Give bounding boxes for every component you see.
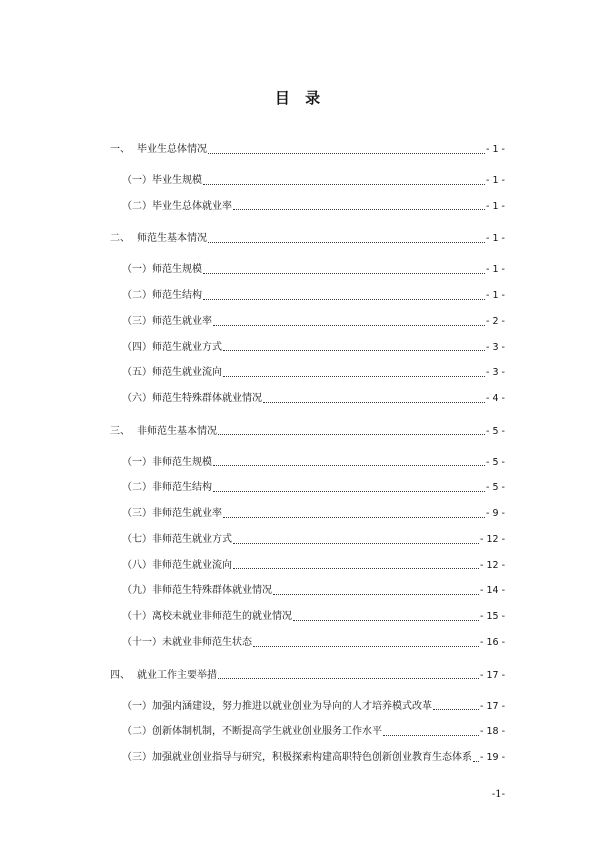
toc-entry-number: （二） xyxy=(122,290,152,302)
toc-entry-page-number: - 3 - xyxy=(486,341,505,353)
toc-entry-page-number: - 12 - xyxy=(480,559,505,571)
toc-entry-title: 师范生特殊群体就业情况 xyxy=(152,393,262,405)
dot-leader xyxy=(383,735,479,736)
toc-entry-number: （二） xyxy=(122,200,152,212)
dot-leader xyxy=(433,709,479,710)
toc-entry-page-number: - 3 - xyxy=(486,367,505,379)
toc-entry-page-number: - 1 - xyxy=(486,290,505,302)
toc-subsection-entry[interactable] xyxy=(110,450,505,476)
toc-subsection-entry[interactable] xyxy=(110,386,505,412)
toc-entry-title: 离校未就业非师范生的就业情况 xyxy=(152,611,292,623)
toc-section-entry[interactable] xyxy=(110,419,505,445)
toc-subsection-entry[interactable] xyxy=(110,360,505,386)
toc-entry-number: （二） xyxy=(122,726,152,738)
toc-entry-page-number: - 9 - xyxy=(486,508,505,520)
toc-entry-title: 非师范生就业方式 xyxy=(152,533,232,545)
toc-entry-page-number: - 4 - xyxy=(486,393,505,405)
toc-subsection-entry[interactable] xyxy=(110,719,505,745)
toc-entry-number: （七） xyxy=(122,533,152,545)
toc-entry-number: （十） xyxy=(122,611,152,623)
toc-subsection-entry[interactable] xyxy=(110,168,505,194)
toc-entry-number: 二、 xyxy=(110,233,130,245)
dot-leader xyxy=(273,594,479,595)
toc-subsection-entry[interactable] xyxy=(110,475,505,501)
dot-leader xyxy=(218,434,485,435)
toc-entry-number: 三、 xyxy=(110,425,130,437)
toc-subsection-entry[interactable] xyxy=(110,553,505,579)
toc-subsection-entry[interactable] xyxy=(110,194,505,220)
toc-entry-page-number: - 17 - xyxy=(480,669,505,681)
toc-entry-number: （六） xyxy=(122,393,152,405)
toc-entry-page-number: - 15 - xyxy=(480,611,505,623)
toc-entry-number: （一） xyxy=(122,174,152,186)
toc-entry-title: 非师范生规模 xyxy=(152,456,212,468)
toc-subsection-entry[interactable] xyxy=(110,283,505,309)
toc-entry-number: （五） xyxy=(122,367,152,379)
toc-entry-number: （一） xyxy=(122,456,152,468)
dot-leader xyxy=(263,402,485,403)
toc-entry-title: 非师范生就业流向 xyxy=(152,559,232,571)
toc-entry-number: （一） xyxy=(122,700,152,712)
toc-subsection-entry[interactable] xyxy=(110,501,505,527)
toc-entry-page-number: - 1 - xyxy=(486,174,505,186)
toc-entry-number: （三） xyxy=(122,752,152,764)
toc-subsection-entry[interactable] xyxy=(110,578,505,604)
toc-entry-title: 创新体制机制，不断提高学生就业创业服务工作水平 xyxy=(152,726,382,738)
toc-subsection-entry[interactable] xyxy=(110,694,505,720)
toc-entry-page-number: - 17 - xyxy=(480,700,505,712)
dot-leader xyxy=(203,273,485,274)
toc-subsection-entry[interactable] xyxy=(110,335,505,361)
dot-leader xyxy=(233,568,479,569)
toc-entry-page-number: - 1 - xyxy=(486,143,505,155)
dot-leader xyxy=(233,209,485,210)
toc-entry-page-number: - 1 - xyxy=(486,200,505,212)
toc-entry-title: 毕业生总体就业率 xyxy=(152,200,232,212)
toc-entry-page-number: - 14 - xyxy=(480,585,505,597)
toc-entry-title: 非师范生特殊群体就业情况 xyxy=(152,585,272,597)
toc-entry-number: （二） xyxy=(122,482,152,494)
toc-entry-page-number: - 16 - xyxy=(480,636,505,648)
dot-leader xyxy=(213,325,485,326)
toc-entry-page-number: - 5 - xyxy=(486,425,505,437)
dot-leader xyxy=(293,620,479,621)
toc-entry-title: 师范生就业率 xyxy=(152,315,212,327)
dot-leader xyxy=(208,153,485,154)
dot-leader xyxy=(208,242,485,243)
dot-leader xyxy=(473,761,479,762)
toc-entry-number: （十一） xyxy=(122,636,162,648)
toc-entry-title: 未就业非师范生状态 xyxy=(162,636,252,648)
toc-entry-number: （九） xyxy=(122,585,152,597)
toc-section-entry[interactable] xyxy=(110,137,505,163)
toc-entry-page-number: - 19 - xyxy=(480,752,505,764)
dot-leader xyxy=(223,376,485,377)
toc-entry-page-number: - 18 - xyxy=(480,726,505,738)
toc-entry-number: （四） xyxy=(122,341,152,353)
toc-entry-title: 加强内涵建设，努力推进以就业创业为导向的人才培养模式改革 xyxy=(152,700,432,712)
toc-entry-title: 师范生结构 xyxy=(152,290,202,302)
page-title: 目 录 xyxy=(274,89,326,107)
toc-subsection-entry[interactable] xyxy=(110,527,505,553)
toc-subsection-entry[interactable] xyxy=(110,745,505,771)
toc-entry-number: 一、 xyxy=(110,143,130,155)
toc-entry-title: 师范生规模 xyxy=(152,264,202,276)
toc-entry-title: 非师范生就业率 xyxy=(152,508,222,520)
toc-entry-number: （一） xyxy=(122,264,152,276)
dot-leader xyxy=(213,491,485,492)
toc-entry-page-number: - 1 - xyxy=(486,264,505,276)
toc-entry-page-number: - 5 - xyxy=(486,482,505,494)
dot-leader xyxy=(253,646,479,647)
dot-leader xyxy=(223,517,485,518)
toc-entry-number: （三） xyxy=(122,508,152,520)
toc-entry-title: 非师范生基本情况 xyxy=(137,425,217,437)
toc-entry-title: 毕业生总体情况 xyxy=(137,143,207,155)
toc-entry-number: 四、 xyxy=(110,669,130,681)
toc-subsection-entry[interactable] xyxy=(110,630,505,656)
footer-page-number: -1- xyxy=(491,789,505,800)
dot-leader xyxy=(203,184,485,185)
dot-leader xyxy=(233,543,479,544)
toc-entry-page-number: - 5 - xyxy=(486,456,505,468)
dot-leader xyxy=(203,299,485,300)
dot-leader xyxy=(223,350,485,351)
toc-entry-title: 师范生就业流向 xyxy=(152,367,222,379)
toc-subsection-entry[interactable] xyxy=(110,257,505,283)
toc-entry-title: 就业工作主要举措 xyxy=(137,669,217,681)
toc-entry-page-number: - 2 - xyxy=(486,315,505,327)
toc-entry-page-number: - 1 - xyxy=(486,233,505,245)
toc-entry-title: 毕业生规模 xyxy=(152,174,202,186)
toc-section-entry[interactable] xyxy=(110,226,505,252)
toc-entry-title: 非师范生结构 xyxy=(152,482,212,494)
toc-entry-number: （八） xyxy=(122,559,152,571)
toc-entry-title: 师范生基本情况 xyxy=(137,233,207,245)
toc-entry-number: （三） xyxy=(122,315,152,327)
toc-section-entry[interactable] xyxy=(110,663,505,689)
toc-entry-page-number: - 12 - xyxy=(480,533,505,545)
toc-subsection-entry[interactable] xyxy=(110,309,505,335)
toc-entry-title: 师范生就业方式 xyxy=(152,341,222,353)
dot-leader xyxy=(213,465,485,466)
dot-leader xyxy=(218,678,479,679)
toc-subsection-entry[interactable] xyxy=(110,604,505,630)
toc-entry-title: 加强就业创业指导与研究，积极探索构建高职特色创新创业教育生态体系 xyxy=(152,752,472,764)
toc-list xyxy=(110,130,505,771)
